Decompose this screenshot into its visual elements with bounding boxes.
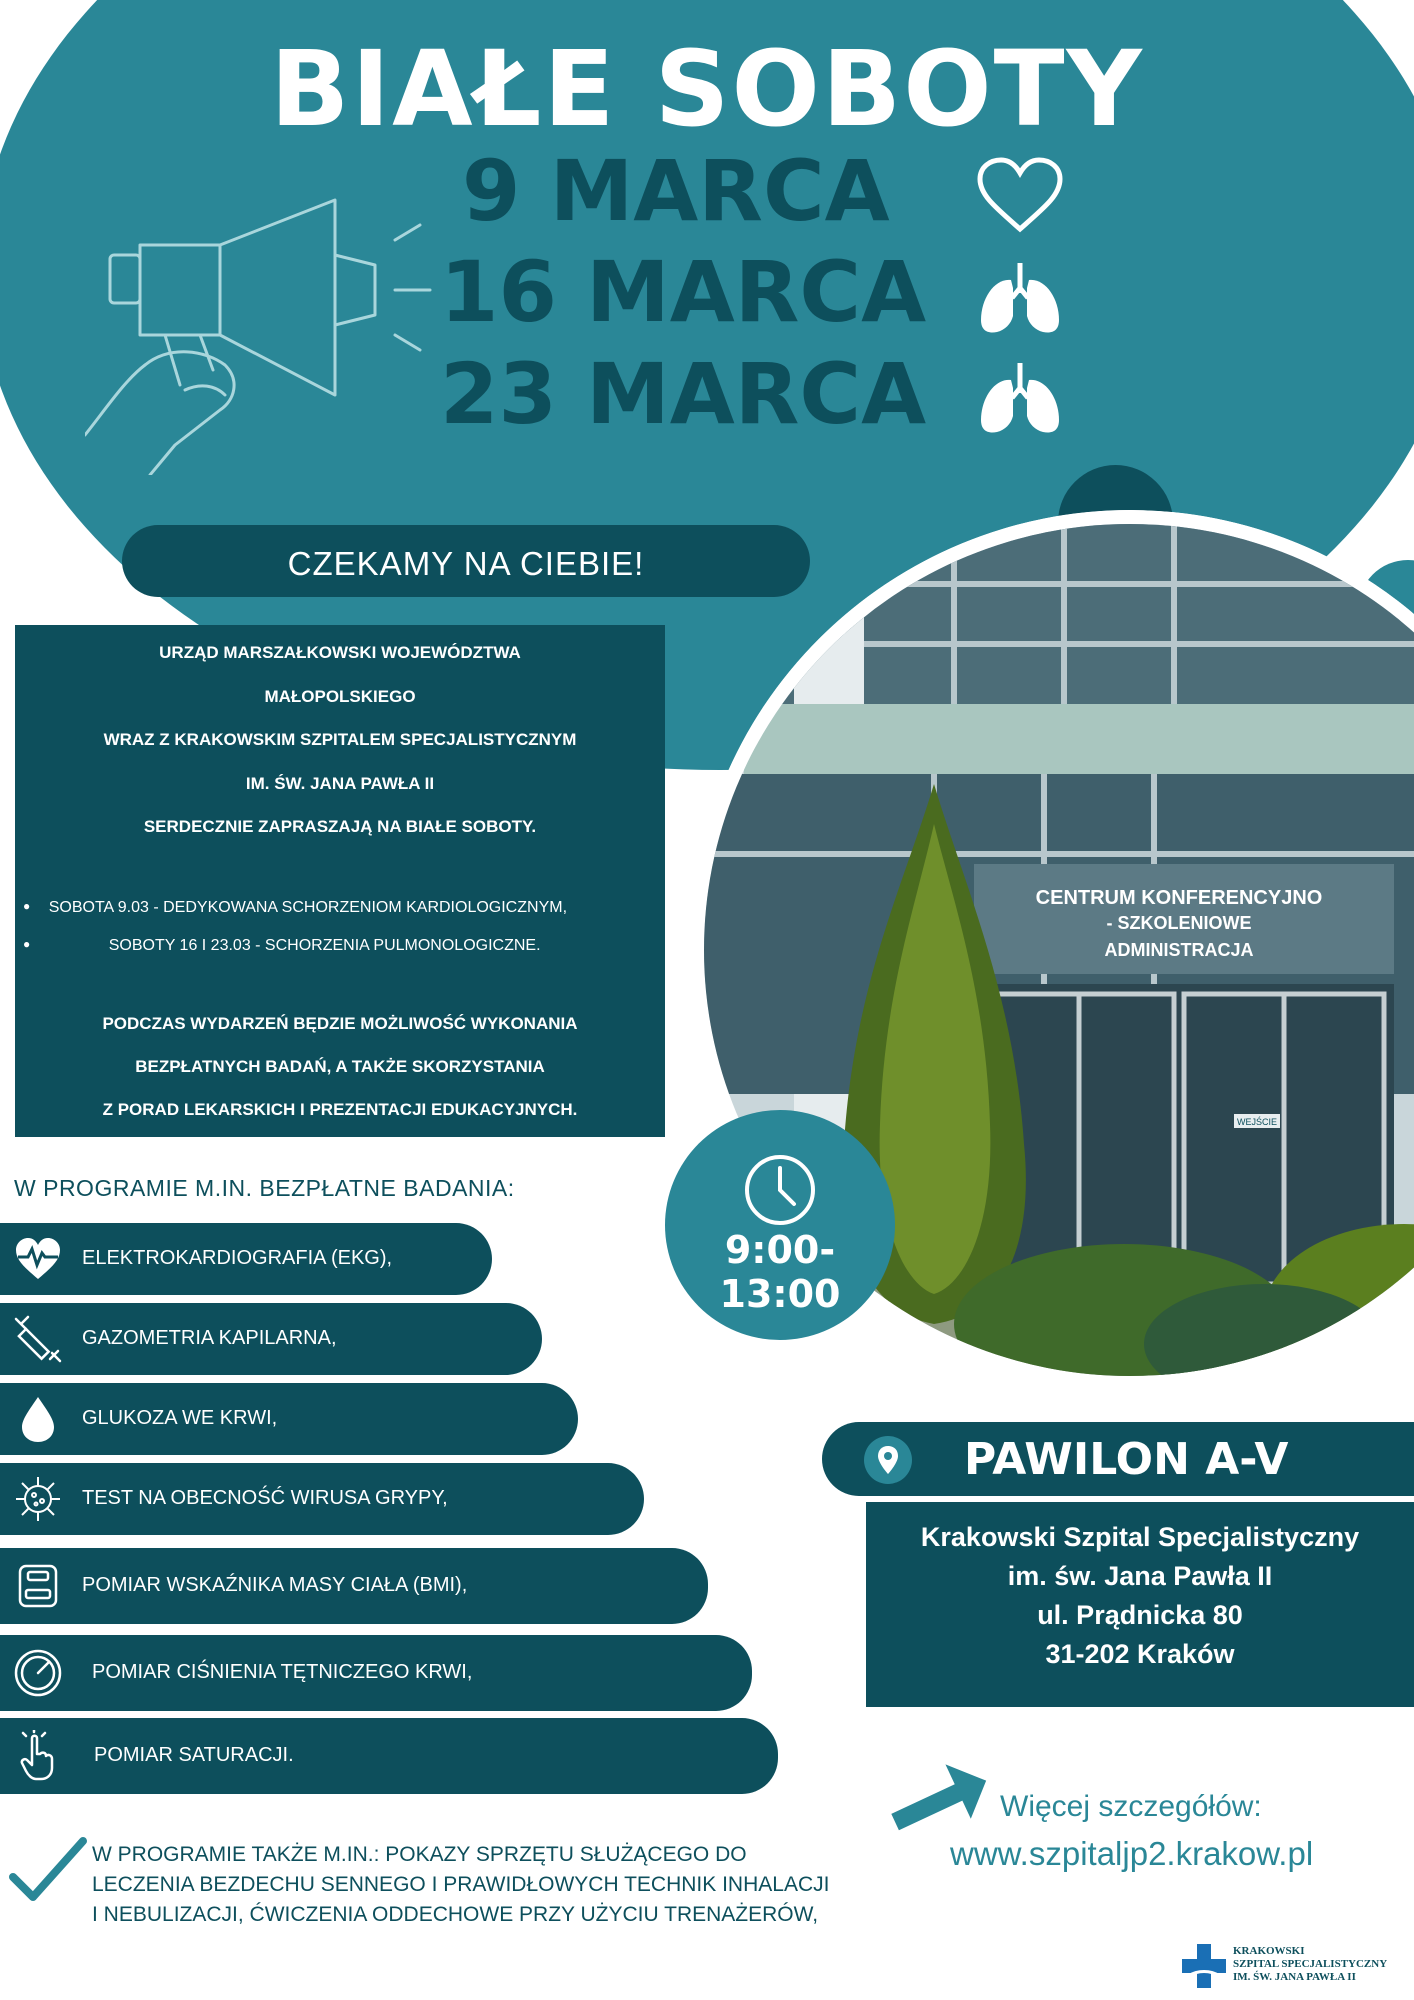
info-bullet-text: SOBOTA 9.03 - DEDYKOWANA SCHORZENIOM KARDIOLOGICZNYM, [48, 899, 568, 916]
gauge-icon [12, 1647, 64, 1699]
logo-line: KRAKOWSKI [1233, 1945, 1305, 1957]
program-item [0, 1383, 578, 1455]
date-2: 16 MARCA [440, 243, 927, 341]
address-box [866, 1502, 1414, 1707]
sign-line-3: ADMINISTRACJA [1104, 940, 1254, 960]
location-pin-icon [864, 1436, 912, 1484]
page-title: BIAŁE SOBOTY [270, 28, 1144, 150]
info-line: BEZPŁATNYCH BADAŃ, A TAKŻE SKORZYSTANIA [135, 1057, 545, 1076]
program-item-label: POMIAR SATURACJI. [94, 1744, 294, 1766]
info-line: Z PORAD LEKARSKICH I PREZENTACJI EDUKACYJNYCH. [102, 1100, 578, 1119]
address-line: Krakowski Szpital Specjalistyczny [920, 1522, 1360, 1552]
info-line: PODCZAS WYDARZEŃ BĘDZIE MOŻLIWOŚĆ WYKONANIA [102, 1014, 578, 1033]
pavilion-label: PAWILON A-V [964, 1434, 1289, 1485]
program-item-label: GLUKOZA WE KRWI, [82, 1407, 278, 1429]
info-bullet-text: SOBOTY 16 I 23.03 - SCHORZENIA PULMONOLOGICZNE. [108, 937, 541, 954]
logo-line: SZPITAL SPECJALISTYCZNY [1233, 1958, 1388, 1970]
logo-line: IM. ŚW. JANA PAWŁA II [1233, 1971, 1356, 1983]
info-line: IM. ŚW. JANA PAWŁA II [245, 774, 435, 793]
program-item-label: TEST NA OBECNOŚĆ WIRUSA GRYPY, [82, 1487, 448, 1509]
info-bullet [23, 899, 673, 917]
time-label: 9:00-13:00 [719, 1228, 841, 1316]
sign-line-1: CENTRUM KONFERENCYJNO [1035, 887, 1323, 909]
program-item [0, 1303, 542, 1375]
invite-banner-label: CZEKAMY NA CIEBIE! [287, 545, 645, 582]
program-item-label: ELEKTROKARDIOGRAFIA (EKG), [82, 1247, 393, 1269]
syringe-icon [12, 1313, 64, 1365]
info-line: URZĄD MARSZAŁKOWSKI WOJEWÓDZTWA [159, 643, 521, 662]
footer-note-line: LECZENIA BEZDECHU SENNEGO I PRAWIDŁOWYCH TECHNIK INHALACJI [92, 1873, 830, 1896]
footer-note-line: I NEBULIZACJI, ĆWICZENIA ODDECHOWE PRZY UŻYCIU TRENAŻERÓW, [92, 1903, 819, 1926]
blood-drop-icon [12, 1393, 64, 1445]
scale-icon [12, 1560, 64, 1612]
info-bullet [23, 937, 673, 955]
virus-icon [12, 1473, 64, 1525]
program-heading: W PROGRAMIE M.IN. BEZPŁATNE BADANIA: [14, 1175, 515, 1201]
program-item-label: POMIAR CIŚNIENIA TĘTNICZEGO KRWI, [92, 1661, 473, 1683]
program-item-label: GAZOMETRIA KAPILARNA, [82, 1327, 337, 1349]
program-item-label: POMIAR WSKAŹNIKA MASY CIAŁA (BMI), [82, 1574, 468, 1596]
program-item [0, 1548, 708, 1624]
clock-icon [742, 1152, 818, 1228]
bullet-dot: ● [23, 937, 31, 951]
footer-note [92, 1840, 829, 1930]
arrow-icon [885, 1752, 995, 1832]
heart-icon [975, 155, 1065, 235]
more-details-label: Więcej szczegółów: [1000, 1790, 1262, 1823]
address-line: im. św. Jana Pawła II [1007, 1561, 1273, 1591]
info-line: MAŁOPOLSKIEGO [264, 687, 416, 706]
date-1: 9 MARCA [462, 142, 890, 240]
finger-touch-icon [12, 1730, 64, 1782]
address-line: 31-202 Kraków [1045, 1639, 1235, 1669]
program-item [0, 1718, 778, 1794]
lungs-icon [975, 258, 1065, 338]
date-3: 23 MARCA [440, 345, 927, 443]
program-item [0, 1223, 492, 1295]
pavilion-banner [822, 1422, 1414, 1496]
lungs-icon-2 [975, 358, 1065, 438]
info-line: WRAZ Z KRAKOWSKIM SZPITALEM SPECJALISTYCZNYM [103, 730, 577, 749]
program-item [0, 1463, 644, 1535]
bullet-dot: ● [23, 899, 31, 913]
heart-ekg-icon [12, 1233, 64, 1285]
sign-line-2: - SZKOLENIOWE [1106, 913, 1252, 933]
hospital-logo-text [1233, 1945, 1387, 1984]
address-line: ul. Prądnicka 80 [1037, 1600, 1243, 1630]
program-item [0, 1635, 752, 1711]
info-line: SERDECZNIE ZAPRASZAJĄ NA BIAŁE SOBOTY. [143, 817, 537, 836]
website-link[interactable]: www.szpitaljp2.krakow.pl [950, 1835, 1314, 1872]
info-box [15, 625, 665, 1137]
megaphone-icon [85, 195, 435, 475]
checkmark-icon [8, 1835, 88, 1905]
hospital-cross-icon [1180, 1942, 1228, 1990]
footer-note-line: W PROGRAMIE TAKŻE M.IN.: POKAZY SPRZĘTU SŁUŻĄCEGO DO [92, 1843, 747, 1866]
time-circle [665, 1110, 895, 1340]
location-pin-circle [864, 1436, 912, 1484]
door-label: WEJŚCIE [1236, 1117, 1278, 1127]
